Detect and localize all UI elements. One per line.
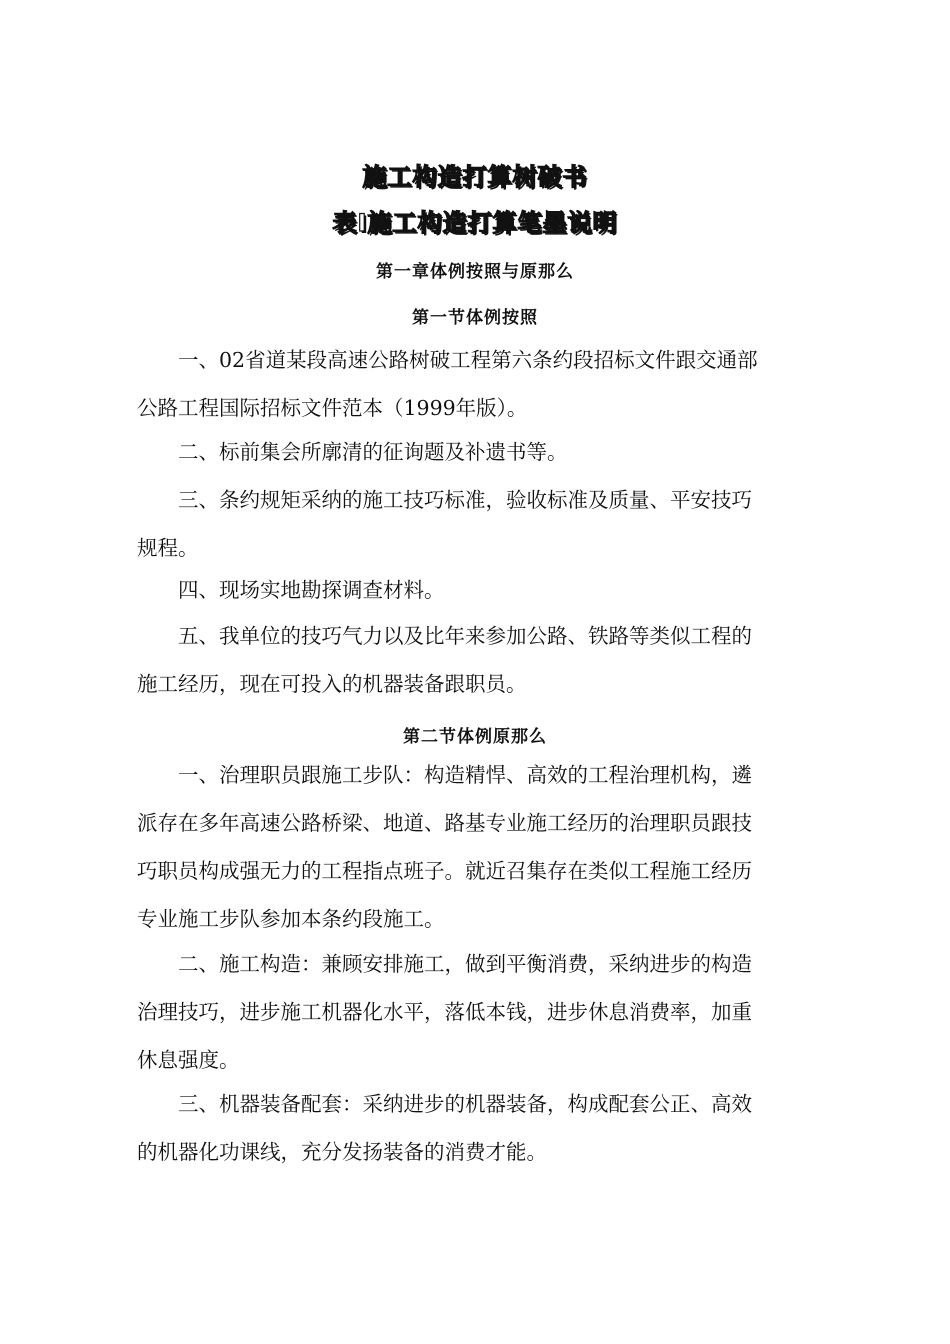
paragraph-line: 二、施工构造：兼顾安排施工，做到平衡消费，采纳进步的构造 [178,952,752,976]
paragraph-2-3 [137,1080,813,1176]
paragraph-line: 休息强度。 [137,1048,240,1072]
paragraph-line: 巧职员构成强无力的工程指点班子。就近召集存在类似工程施工经历 [137,859,752,883]
paragraph-line: 五、我单位的技巧气力以及比年来参加公路、铁路等类似工程的 [178,624,752,648]
section-heading-2: 第二节体例原那么 [403,727,547,747]
paragraph-2-1 [137,751,813,943]
paragraph-line: 规程。 [137,536,199,560]
paragraph-line: 派存在多年高速公路桥梁、地道、路基专业施工经历的治理职员跟技 [137,811,752,835]
paragraph-line: 的机器化功课线，充分发扬装备的消费才能。 [137,1140,547,1164]
paragraph-line: 专业施工步队参加本条约段施工。 [137,907,445,931]
paragraph-line: 三、机器装备配套：采纳进步的机器装备，构成配套公正、高效 [178,1092,752,1116]
paragraph-line: 一、治理职员跟施工步队：构造精悍、高效的工程治理机构，遴 [178,763,752,787]
paragraph-line: 一、02省道某段高速公路树破工程第六条约段招标文件跟交通部 [178,348,758,372]
document-subtitle: 表Ⅰ施工构造打算笔墨说明 [332,209,618,237]
paragraph-1-5 [137,612,813,708]
paragraph-line: 二、标前集会所廓清的征询题及补遗书等。 [178,440,568,464]
section-heading-1: 第一节体例按照 [412,308,538,328]
paragraph-1-2 [137,428,813,476]
document-title: 施工构造打算树破书 [362,163,588,191]
paragraph-line: 治理技巧，进步施工机器化水平，落低本钱，进步休息消费率，加重 [137,1000,752,1024]
paragraph-line: 公路工程国际招标文件范本（1999年版）。 [137,396,528,420]
paragraph-1-3 [137,476,813,572]
chapter-heading: 第一章体例按照与原那么 [376,262,574,282]
paragraph-line: 施工经历，现在可投入的机器装备跟职员。 [137,672,527,696]
paragraph-1-1 [137,336,813,432]
paragraph-2-2 [137,940,813,1084]
paragraph-line: 四、现场实地勘探调查材料。 [178,578,445,602]
paragraph-line: 三、条约规矩采纳的施工技巧标准，验收标准及质量、平安技巧 [178,488,752,512]
paragraph-1-4 [137,566,813,614]
